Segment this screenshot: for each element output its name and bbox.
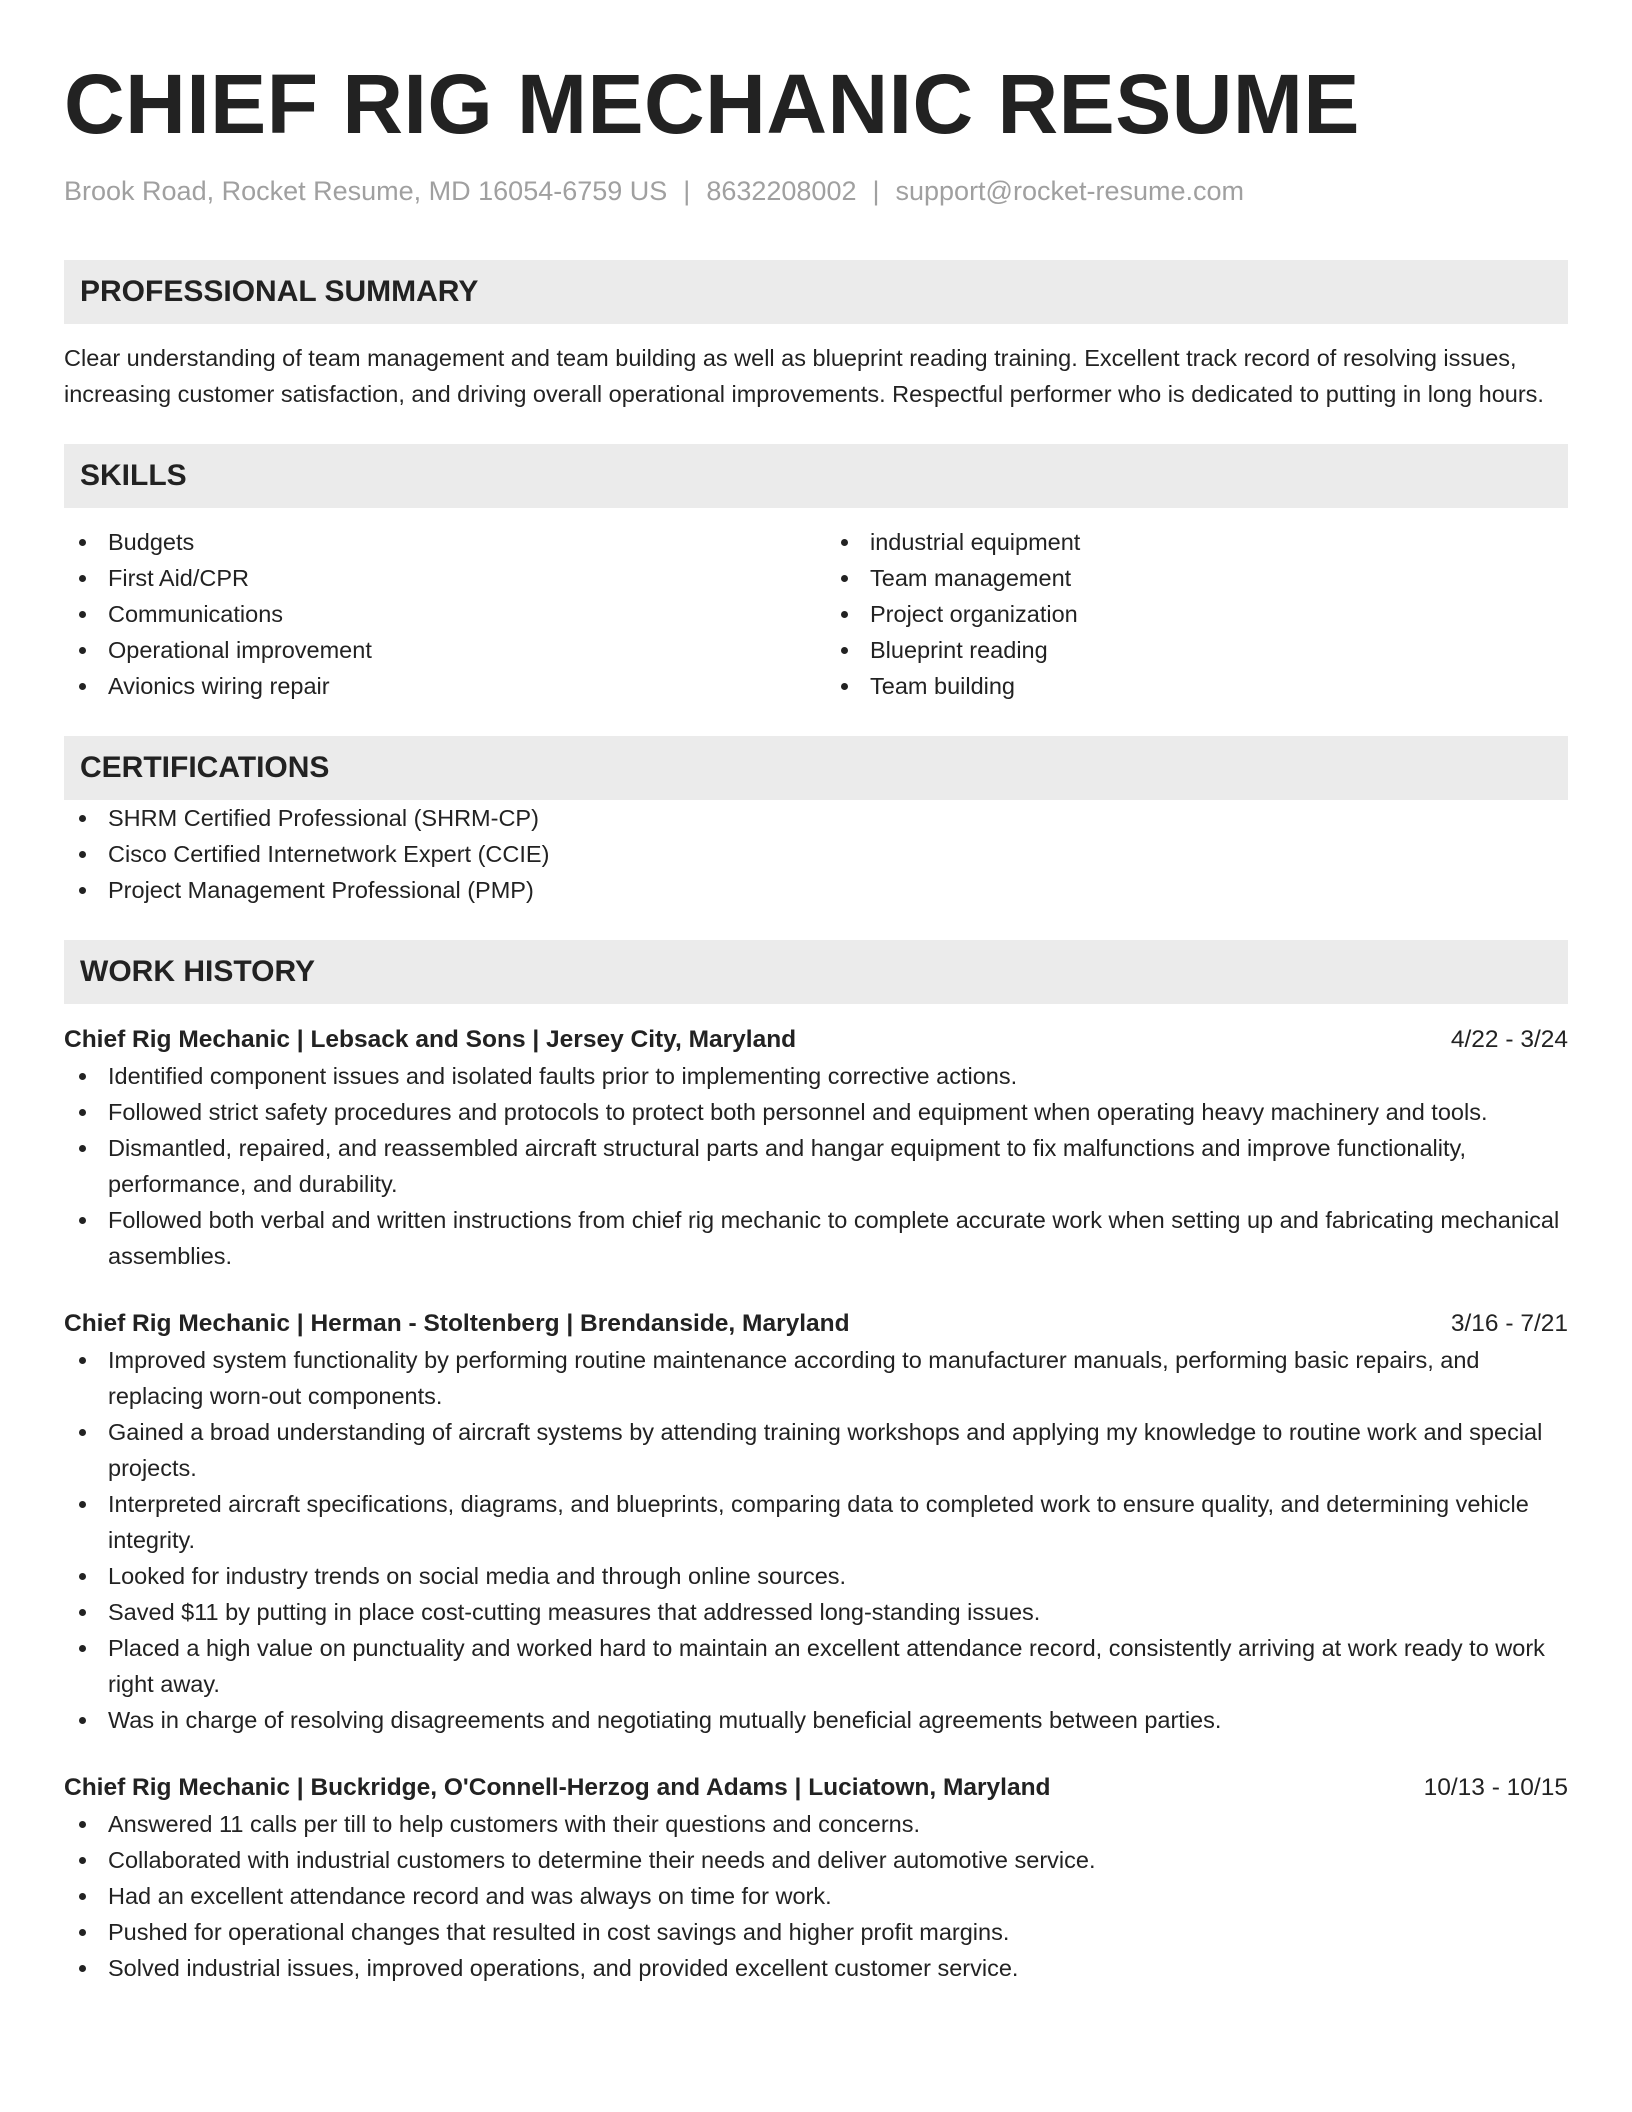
job-bullet: Followed strict safety procedures and protocols to protect both personnel and equipment when operating heavy machinery and tools. [64,1094,1568,1130]
skill-item: industrial equipment [826,524,1568,560]
contact-phone: 8632208002 [706,176,857,206]
contact-email: support@rocket-resume.com [895,176,1245,206]
job-bullet: Pushed for operational changes that resulted in cost savings and higher profit margins. [64,1914,1568,1950]
skill-item: Blueprint reading [826,632,1568,668]
job-title: Chief Rig Mechanic | Lebsack and Sons | Jersey City, Maryland [64,1026,797,1053]
job-dates: 3/16 - 7/21 [1450,1310,1568,1337]
job-bullet: Followed both verbal and written instructions from chief rig mechanic to complete accurate work when setting up and fabricating mechanical assemblies. [64,1202,1568,1274]
summary-text: Clear understanding of team management and team building as well as blueprint reading training. Excellent track record of resolving issues, increasing customer satisfaction, and driving overall operational improvements. Respectful performer who is dedicated to putting in long hours. [64,345,1544,407]
job-bullets [64,1342,1568,1738]
job-entry [64,1306,1568,1738]
job-bullet: Answered 11 calls per till to help customers with their questions and concerns. [64,1806,1568,1842]
job-bullet: Placed a high value on punctuality and worked hard to maintain an excellent attendance record, consistently arriving at work ready to work right away. [64,1630,1568,1702]
job-dates: 10/13 - 10/15 [1423,1774,1568,1801]
job-bullet: Was in charge of resolving disagreements and negotiating mutually beneficial agreements between parties. [64,1702,1568,1738]
skills-grid [64,524,1568,704]
contact-separator: | [683,176,691,206]
resume-title: CHIEF RIG MECHANIC RESUME [64,57,1360,151]
skill-item: Project organization [826,596,1568,632]
certifications-heading: CERTIFICATIONS [64,736,1568,800]
contact-line [64,172,1568,210]
job-bullets [64,1806,1568,1986]
job-bullet: Gained a broad understanding of aircraft systems by attending training workshops and applying my knowledge to routine work and special projects. [64,1414,1568,1486]
job-header [64,1306,1568,1342]
resume-content [64,52,1568,1986]
job-bullet: Had an excellent attendance record and was always on time for work. [64,1878,1568,1914]
job-header [64,1770,1568,1806]
job-bullet: Collaborated with industrial customers to determine their needs and deliver automotive service. [64,1842,1568,1878]
certification-item: Project Management Professional (PMP) [64,872,1568,908]
skill-item: Budgets [64,524,806,560]
job-entry [64,1022,1568,1274]
job-bullet: Identified component issues and isolated faults prior to implementing corrective actions. [64,1058,1568,1094]
skill-item: Team management [826,560,1568,596]
summary-heading: PROFESSIONAL SUMMARY [64,260,1568,324]
skills-heading: SKILLS [64,444,1568,508]
job-dates: 4/22 - 3/24 [1450,1026,1568,1053]
job-title: Chief Rig Mechanic | Herman - Stoltenberg | Brendanside, Maryland [64,1310,850,1337]
contact-address: Brook Road, Rocket Resume, MD 16054-6759 US [64,176,668,206]
certifications-list [64,800,1568,908]
contact-separator: | [872,176,880,206]
job-bullet: Interpreted aircraft specifications, diagrams, and blueprints, comparing data to completed work to ensure quality, and determining vehicle integrity. [64,1486,1568,1558]
skill-item: First Aid/CPR [64,560,806,596]
job-entry [64,1770,1568,1986]
skill-item: Operational improvement [64,632,806,668]
job-title: Chief Rig Mechanic | Buckridge, O'Connell-Herzog and Adams | Luciatown, Maryland [64,1774,1051,1801]
job-bullets [64,1058,1568,1274]
skill-item: Communications [64,596,806,632]
skill-item: Team building [826,668,1568,704]
work-history-heading: WORK HISTORY [64,940,1568,1004]
skills-list-right [826,524,1568,704]
job-bullet: Solved industrial issues, improved operations, and provided excellent customer service. [64,1950,1568,1986]
job-header [64,1022,1568,1058]
job-bullet: Looked for industry trends on social media and through online sources. [64,1558,1568,1594]
certification-item: Cisco Certified Internetwork Expert (CCIE) [64,836,1568,872]
certification-item: SHRM Certified Professional (SHRM-CP) [64,800,1568,836]
skills-list-left [64,524,806,704]
job-bullet: Dismantled, repaired, and reassembled aircraft structural parts and hangar equipment to fix malfunctions and improve functionality, performance, and durability. [64,1130,1568,1202]
job-bullet: Saved $11 by putting in place cost-cutting measures that addressed long-standing issues. [64,1594,1568,1630]
job-bullet: Improved system functionality by performing routine maintenance according to manufacturer manuals, performing basic repairs, and replacing worn-out components. [64,1342,1568,1414]
skill-item: Avionics wiring repair [64,668,806,704]
